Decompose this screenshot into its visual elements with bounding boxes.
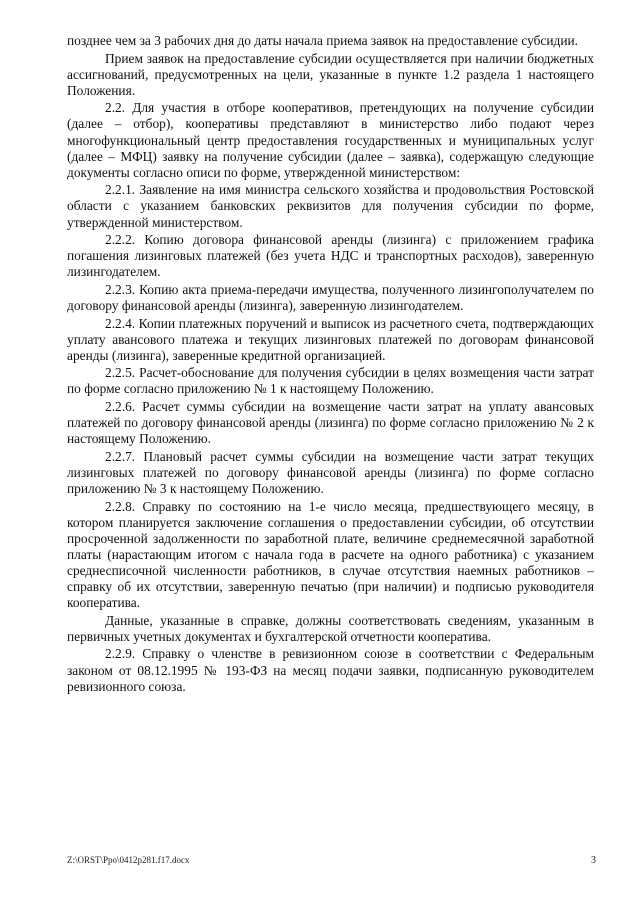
paragraph-2-2-6: 2.2.6. Расчет суммы субсидии на возмещение части затрат на уплату авансовых платежей по договору финансовой аренды (лизинга) по форме согласно приложению № 2 к настоящему Положению. <box>67 399 594 447</box>
paragraph-2-2-3: 2.2.3. Копию акта приема-передачи имущества, полученного лизингополучателем по договору финансовой аренды (лизинга), заверенную лизингодателем. <box>67 281 594 313</box>
paragraph-2-2-9: 2.2.9. Справку о членстве в ревизионном союзе в соответствии с Федеральным законом от 08.12.1995 № 193-ФЗ на месяц подачи заявки, подписанную руководителем ревизионного союза. <box>67 646 594 694</box>
paragraph-2-2-4: 2.2.4. Копии платежных поручений и выписок из расчетного счета, подтверждающих уплату авансового платежа и текущих лизинговых платежей по договорам финансовой аренды (лизинга), заверенные кредитной организацией. <box>67 315 594 363</box>
document-body <box>67 33 594 696</box>
paragraph-2-2-8: 2.2.8. Справку по состоянию на 1-е число месяца, предшествующего месяцу, в котором планируется заключение соглашения о предоставлении субсидии, об отсутствии просроченной задолженности по заработной плате, величине среднемесячной заработной платы (нарастающим итогом с начала года в расчете на одного работника) с указанием среднесписочной численности работников, в случае отсутствия наемных работников – справку об их отсутствии, заверенную печатью (при наличии) и подписью руководителя кооператива. <box>67 498 594 611</box>
paragraph-data-note: Данные, указанные в справке, должны соответствовать сведениям, указанным в первичных учетных документах и бухгалтерской отчетности кооператива. <box>67 612 594 644</box>
paragraph-2-2: 2.2. Для участия в отборе кооперативов, претендующих на получение субсидии (далее – отбор), кооперативы представляют в министерство либо подают через многофункциональный центр предоставления государственных и муниципальных услуг (далее – МФЦ) заявку на получение субсидии (далее – заявка), содержащую следующие документы согласно описи по форме, утвержденной министерством: <box>67 100 594 180</box>
paragraph-continuation: позднее чем за 3 рабочих дня до даты начала приема заявок на предоставление субсидии. <box>67 33 579 48</box>
paragraph-2-2-1: 2.2.1. Заявление на имя министра сельского хозяйства и продовольствия Ростовской области с указанием банковских реквизитов для получения субсидии по форме, утвержденной министерством. <box>67 182 594 230</box>
paragraph-2-2-2: 2.2.2. Копию договора финансовой аренды (лизинга) с приложением графика погашения лизинговых платежей (без учета НДС и транспортных расходов), заверенную лизингодателем. <box>67 232 594 280</box>
footer-file-path: Z:\ORST\Ppo\0412p281.f17.docx <box>67 855 190 865</box>
paragraph-application-acceptance: Прием заявок на предоставление субсидии осуществляется при наличии бюджетных ассигнований, предусмотренных на цели, указанные в пункте 1.2 раздела 1 настоящего Положения. <box>67 50 594 98</box>
page-number: 3 <box>591 855 596 866</box>
paragraph-2-2-5: 2.2.5. Расчет-обоснование для получения субсидии в целях возмещения части затрат по форме согласно приложению № 1 к настоящему Положению. <box>67 365 594 397</box>
paragraph-2-2-7: 2.2.7. Плановый расчет суммы субсидии на возмещение части затрат текущих лизинговых платежей по договору финансовой аренды (лизинга) по форме согласно приложению № 3 к настоящему Положению. <box>67 448 594 497</box>
